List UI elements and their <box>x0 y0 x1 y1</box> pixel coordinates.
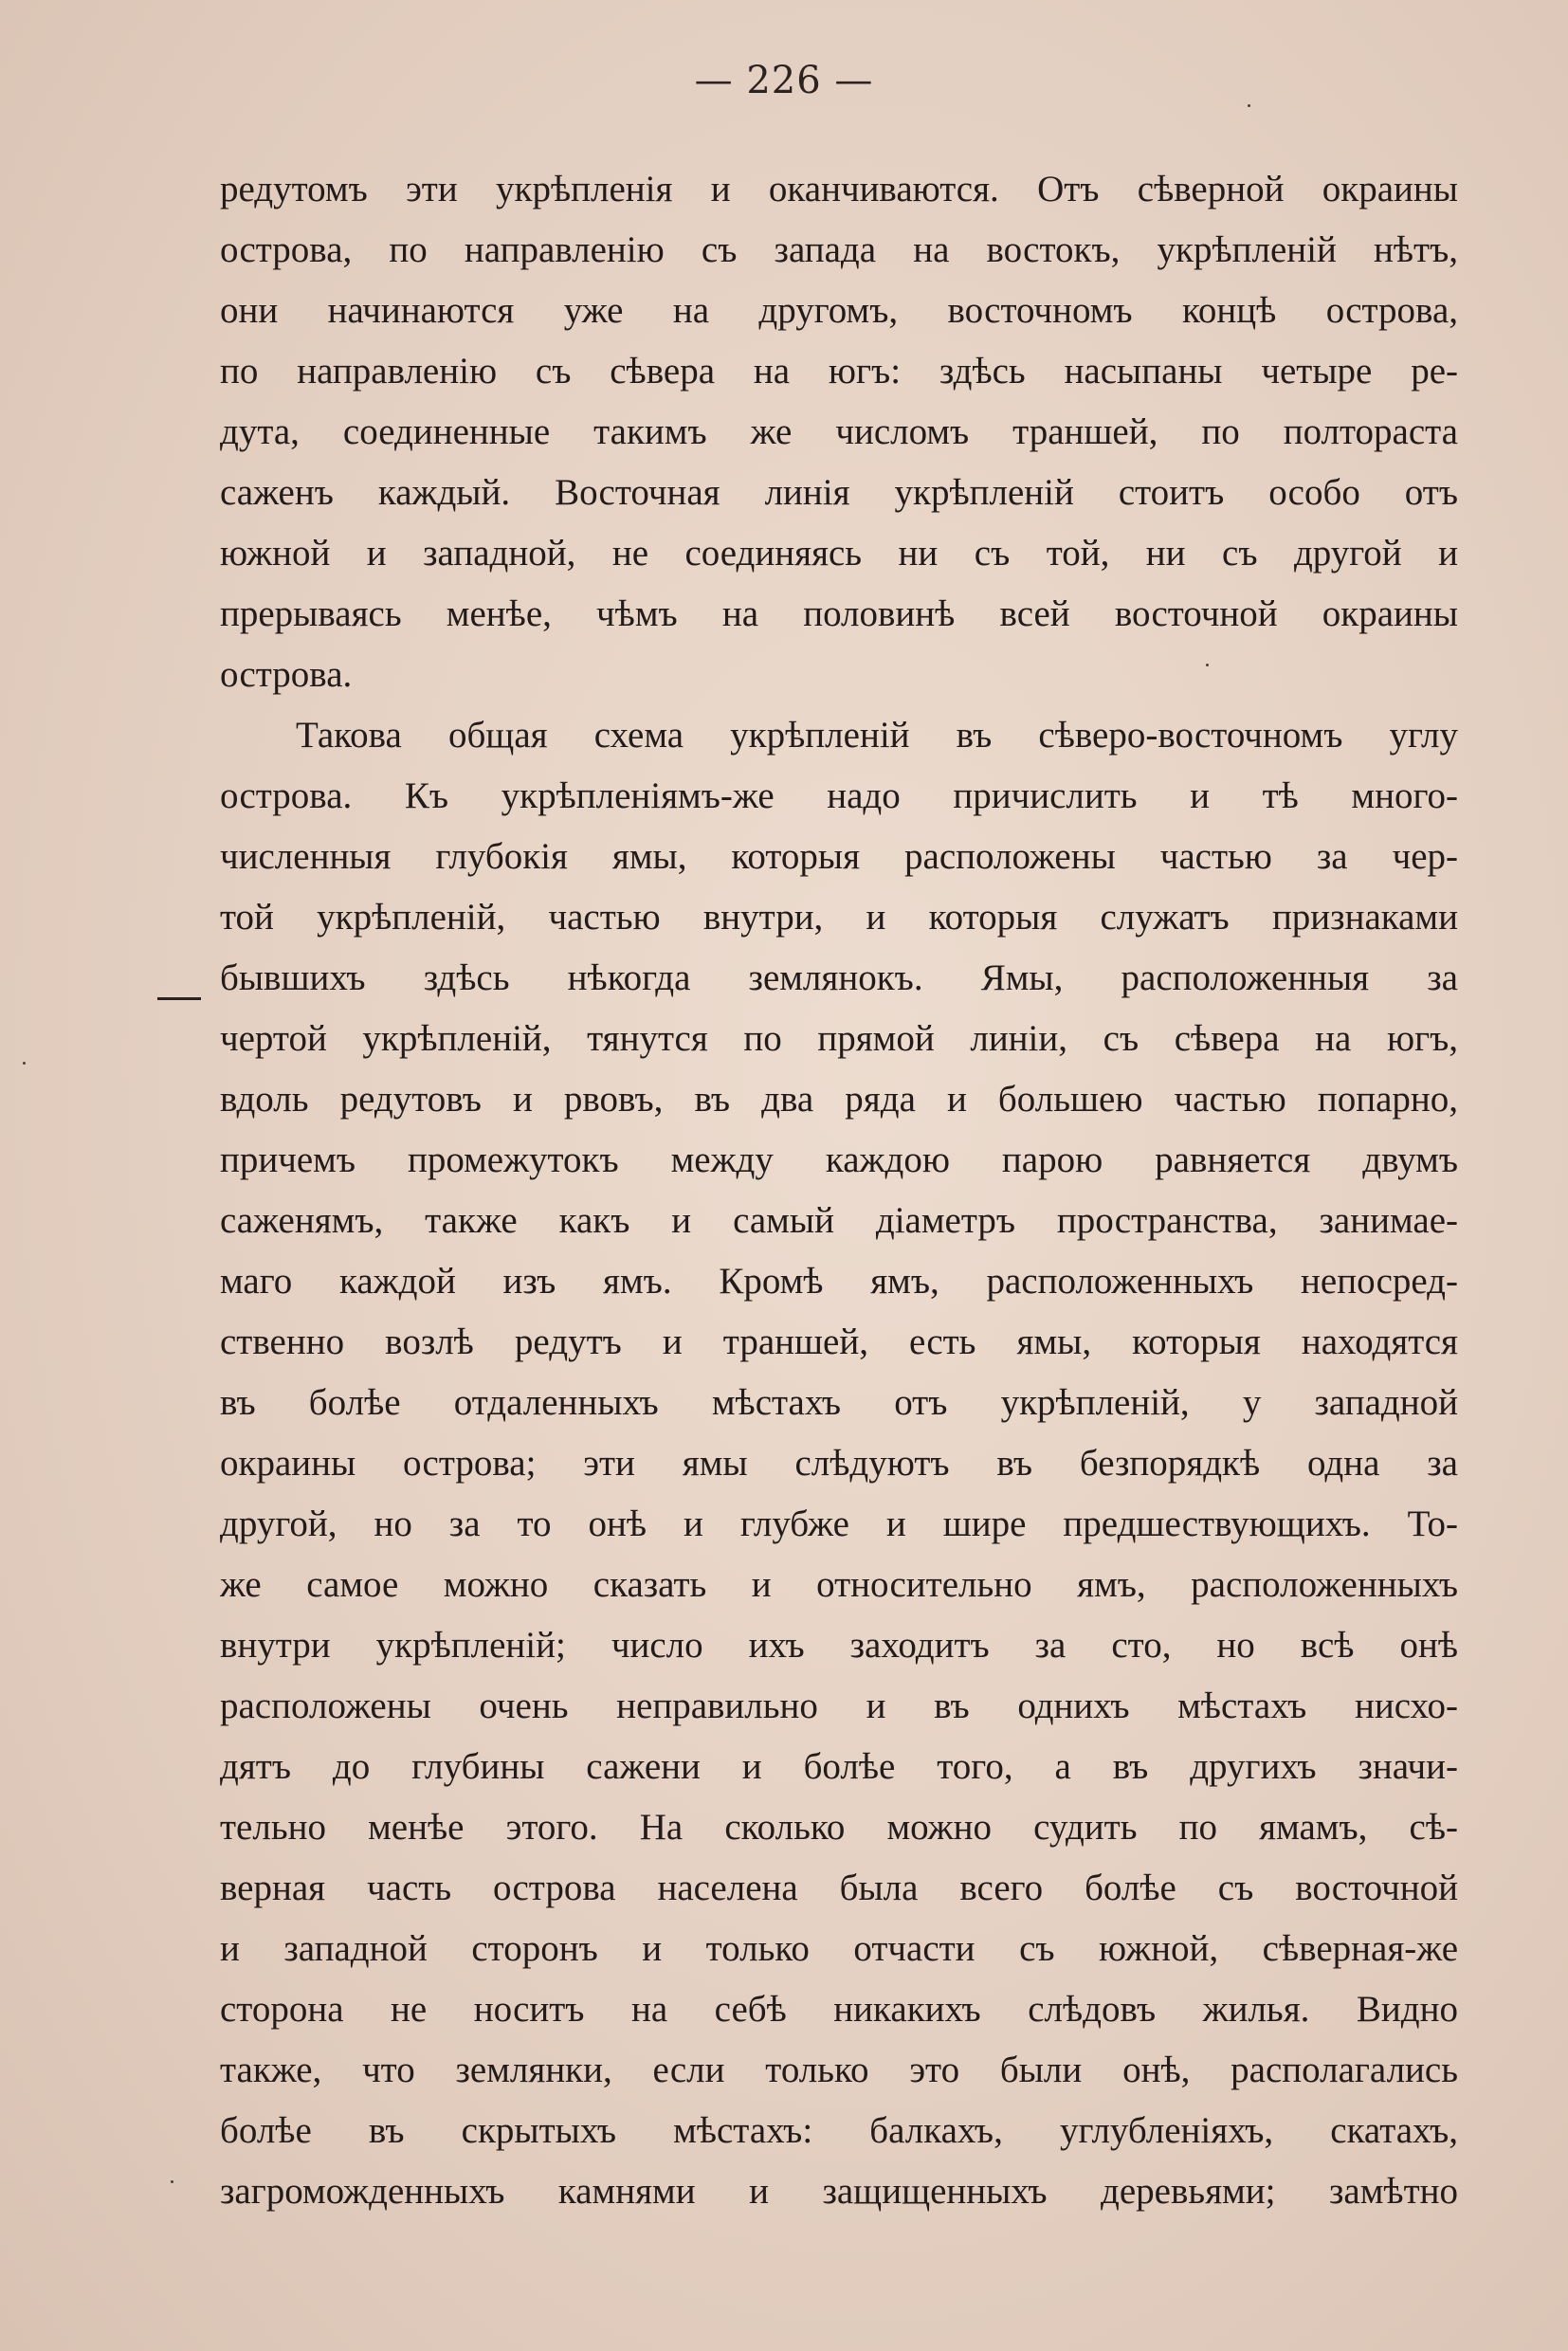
text-line: же самое можно сказать и относительно ямъ, расположенныхъ <box>220 1564 1458 1605</box>
text-line: численныя глубокія ямы, которыя расположены частью за чер- <box>220 836 1458 877</box>
text-line: чертой укрѣпленій, тянутся по прямой линіи, съ сѣвера на югъ, <box>220 1018 1458 1059</box>
text-line: тельно менѣе этого. На сколько можно судить по ямамъ, сѣ- <box>220 1807 1458 1848</box>
text-line: маго каждой изъ ямъ. Кромѣ ямъ, расположенныхъ непосред- <box>220 1261 1458 1302</box>
text-line: бывшихъ здѣсь нѣкогда землянокъ. Ямы, расположенныя за <box>220 957 1458 998</box>
text-line: южной и западной, не соединяясь ни съ той, ни съ другой и <box>220 533 1458 574</box>
text-line: саженямъ, также какъ и самый діаметръ пространства, занимае- <box>220 1200 1458 1241</box>
text-line: Такова общая схема укрѣпленій въ сѣверо-восточномъ углу <box>296 715 1458 756</box>
text-line: прерываясь менѣе, чѣмъ на половинѣ всей восточной окраины <box>220 593 1458 634</box>
text-line: сторона не носитъ на себѣ никакихъ слѣдовъ жилья. Видно <box>220 1989 1458 2030</box>
text-line: острова, по направленію съ запада на востокъ, укрѣпленій нѣтъ, <box>220 229 1458 270</box>
text-line: они начинаются уже на другомъ, восточномъ концѣ острова, <box>220 290 1458 331</box>
paragraph-1 <box>220 159 1458 705</box>
margin-pencil-mark <box>157 997 201 1000</box>
text-line: ственно возлѣ редутъ и траншей, есть ямы, которыя находятся <box>220 1321 1458 1362</box>
text-line: верная часть острова населена была всего болѣе съ восточной <box>220 1868 1458 1908</box>
text-line: также, что землянки, если только это были онѣ, располагались <box>220 2050 1458 2090</box>
text-line: острова. Къ укрѣпленіямъ-же надо причислить и тѣ много- <box>220 775 1458 816</box>
text-line: загроможденныхъ камнями и защищенныхъ деревьями; замѣтно <box>220 2171 1458 2212</box>
text-line: редутомъ эти укрѣпленія и оканчиваются. Отъ сѣверной окраины <box>220 169 1458 210</box>
text-line: дута, соединенные такимъ же числомъ траншей, по полтораста <box>220 411 1458 452</box>
text-line: саженъ каждый. Восточная линія укрѣпленій стоитъ особо отъ <box>220 472 1458 513</box>
text-line: острова. <box>220 654 353 695</box>
text-line: другой, но за то онѣ и глубже и шире предшествующихъ. То- <box>220 1504 1458 1544</box>
text-line: въ болѣе отдаленныхъ мѣстахъ отъ укрѣпленій, у западной <box>220 1382 1458 1423</box>
text-line: дятъ до глубины сажени и болѣе того, а въ другихъ значи- <box>220 1746 1458 1787</box>
paper-speck <box>171 2180 173 2183</box>
paper-speck <box>23 1062 26 1065</box>
page-number: — 226 — <box>694 59 874 102</box>
paragraph-2 <box>220 705 1458 2222</box>
text-line: вдоль редутовъ и рвовъ, въ два ряда и большею частью попарно, <box>220 1079 1458 1120</box>
paper-speck <box>1248 104 1250 107</box>
text-line: и западной сторонъ и только отчасти съ южной, сѣверная-же <box>220 1928 1458 1969</box>
text-line: причемъ промежутокъ между каждою парою равняется двумъ <box>220 1139 1458 1180</box>
text-line: болѣе въ скрытыхъ мѣстахъ: балкахъ, углубленіяхъ, скатахъ, <box>220 2110 1458 2151</box>
text-line: той укрѣпленій, частью внутри, и которыя служатъ признаками <box>220 897 1458 938</box>
body-text <box>220 159 1458 2222</box>
text-line: по направленію съ сѣвера на югъ: здѣсь насыпаны четыре ре- <box>220 351 1458 392</box>
text-line: внутри укрѣпленій; число ихъ заходитъ за сто, но всѣ онѣ <box>220 1625 1458 1666</box>
text-line: расположены очень неправильно и въ однихъ мѣстахъ нисхо- <box>220 1686 1458 1726</box>
text-line: окраины острова; эти ямы слѣдуютъ въ безпорядкѣ одна за <box>220 1443 1458 1484</box>
